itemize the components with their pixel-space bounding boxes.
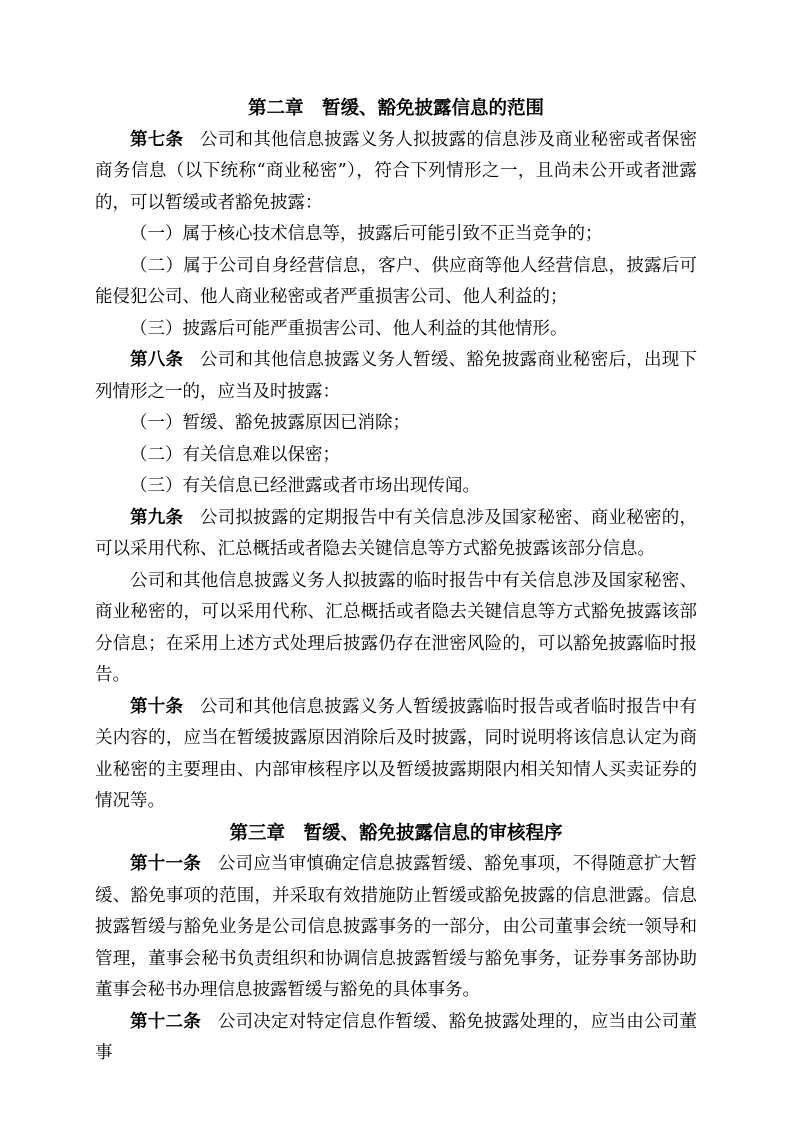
article-8-number: 第八条 [130,350,184,370]
item-text: （三）披露后可能严重损害公司、他人利益的其他情形。 [130,318,568,339]
item-text: （三）有关信息已经泄露或者市场出现传闻。 [130,476,480,496]
item-text: （一）暂缓、豁免披露原因已消除； [130,413,410,433]
chapter-2-section [95,93,697,818]
article-12-number: 第十二条 [130,1011,202,1032]
article-7-item-1 [95,219,697,251]
article-8-item-2 [95,440,697,472]
article-11-paragraph [95,849,697,1007]
article-10-text: 公司和其他信息披露义务人暂缓披露临时报告或者临时报告中有关内容的，应当在暂缓披露原因消除后及时披露，同时说明将该信息认定为商业秘密的主要理由、内部审核程序以及暂缓披露期限内相关知情人买卖证券的情况等。 [95,696,698,811]
article-7-item-3 [95,314,697,346]
article-10-paragraph [95,692,697,818]
chapter-3-section [95,818,697,1070]
article-7-number: 第七条 [130,129,184,150]
article-9-number: 第九条 [130,507,184,528]
article-9-paragraph [95,503,697,566]
item-text: （一）属于核心技术信息等，披露后可能引致不正当竞争的； [130,224,603,244]
article-8-item-1 [95,408,697,440]
article-11-text: 公司应当审慎确定信息披露暂缓、豁免事项，不得随意扩大暂缓、豁免事项的范围，并采取有效措施防止暂缓或豁免披露的信息泄露。信息披露暂缓与豁免业务是公司信息披露事务的一部分，由公司董事会统一领导和管理，董事会秘书负责组织和协调信息披露暂缓与豁免事务，证券事务部协助董事会秘书办理信息披露暂缓与豁免的具体事务。 [95,854,698,1000]
article-8-item-3 [95,471,697,503]
article-7-paragraph [95,125,697,220]
chapter-3-title: 第三章 暂缓、豁免披露信息的审核程序 [229,822,563,844]
item-text: （二）属于公司自身经营信息，客户、供应商等他人经营信息，披露后可能侵犯公司、他人商业秘密或者严重损害公司、他人利益的； [95,255,697,307]
article-12-paragraph [95,1007,697,1070]
article-9-text: 公司拟披露的定期报告中有关信息涉及国家秘密、商业秘密的，可以采用代称、汇总概括或者隐去关键信息等方式豁免披露该部分信息。 [95,507,698,559]
paragraph-text: 公司和其他信息披露义务人拟披露的临时报告中有关信息涉及国家秘密、商业秘密的，可以采用代称、汇总概括或者隐去关键信息等方式豁免披露该部分信息；在采用上述方式处理后披露仍存在泄密风险的，可以豁免披露临时报告。 [95,570,697,685]
article-10-number: 第十条 [130,696,184,717]
article-11-number: 第十一条 [130,854,202,874]
item-text: （二）有关信息难以保密； [130,444,340,465]
article-8-text: 公司和其他信息披露义务人暂缓、豁免披露商业秘密后，出现下列情形之一的，应当及时披露： [95,350,698,402]
article-12-text: 公司决定对特定信息作暂缓、豁免披露处理的，应当由公司董事 [95,1011,698,1063]
article-8-paragraph [95,345,697,408]
chapter-2-title: 第二章 暂缓、豁免披露信息的范围 [247,98,544,119]
article-7-text: 公司和其他信息披露义务人拟披露的信息涉及商业秘密或者保密商务信息（以下统称“商业秘密”），符合下列情形之一，且尚未公开或者泄露的，可以暂缓或者豁免披露： [95,129,698,213]
article-9-paragraph-2 [95,566,697,692]
article-7-item-2 [95,251,697,314]
